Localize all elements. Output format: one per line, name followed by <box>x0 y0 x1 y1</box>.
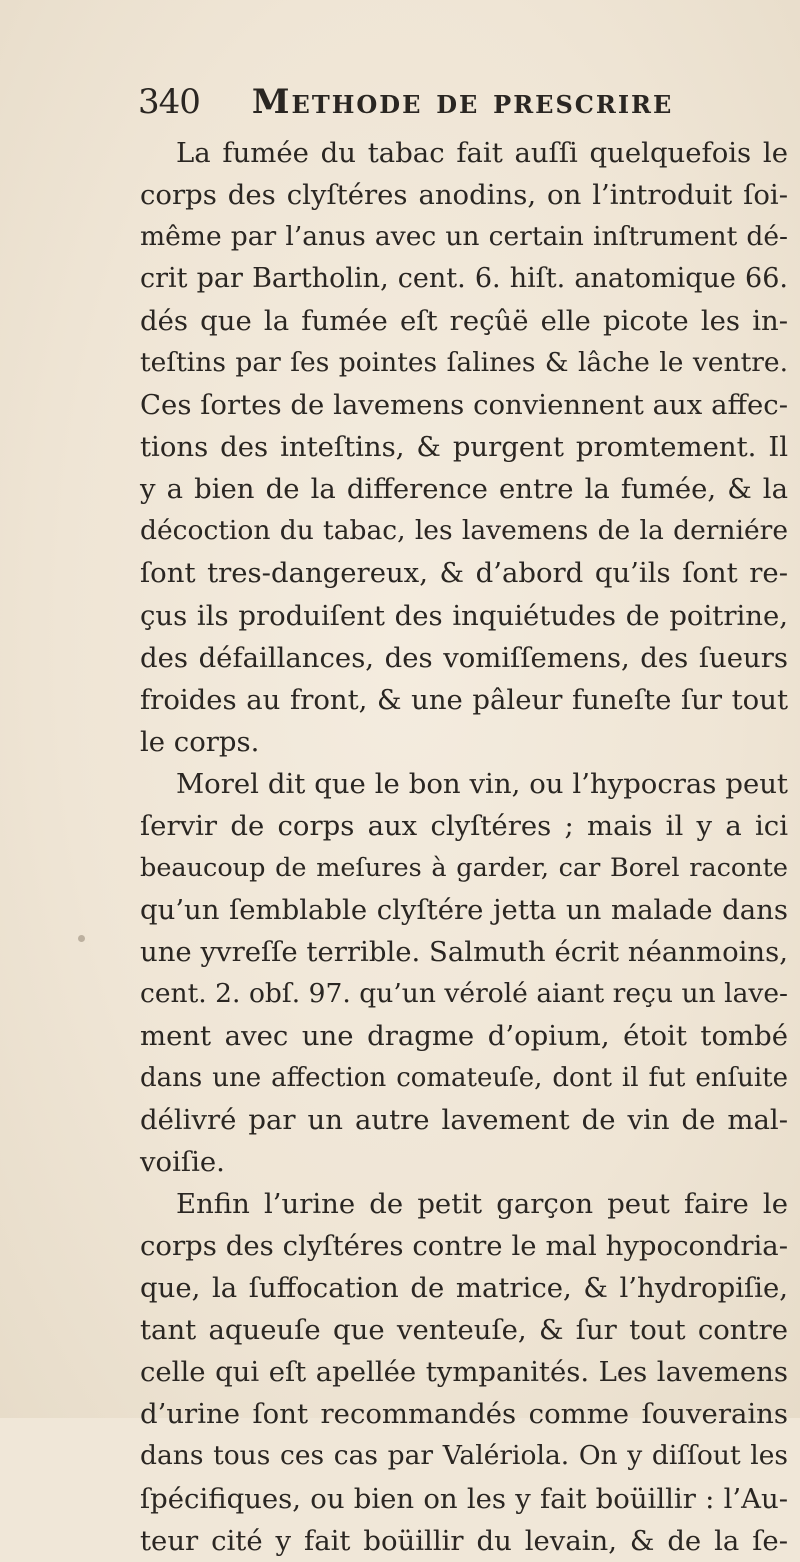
text-line: çus ils produiſent des inquiétudes de poitrine, <box>140 599 788 632</box>
text-line: tions des inteſtins, & purgent promtement. Il <box>140 431 788 464</box>
text-line: des défaillances, des vomiſſemens, des ſueurs <box>140 641 788 674</box>
text-line: dans tous ces cas par Valériola. On y diſſout les <box>140 1440 788 1472</box>
text-line: dés que la fumée eſt reçûë elle picote les in- <box>140 305 788 338</box>
text-line: ment avec une dragme d’opium, étoit tombé <box>140 1019 788 1052</box>
text-line: beaucoup de meſures à garder, car Borel raconte <box>140 852 788 883</box>
text-line: corps des clyſtéres anodins, on l’introduit ſoi- <box>140 179 788 212</box>
text-line: Enfin l’urine de petit garçon peut faire le <box>176 1188 788 1221</box>
text-line: une yvreſſe terrible. Salmuth écrit néanmoins, <box>140 935 788 968</box>
text-line: crit par Bartholin, cent. 6. hiſt. anatomique 66. <box>140 263 788 295</box>
text-line: que, la ſuffocation de matrice, & l’hydropiſie, <box>140 1272 788 1305</box>
text-line: La fumée du tabac fait auſſi quelquefois le <box>176 137 788 169</box>
text-line: ſervir de corps aux clyſtéres ; mais il y a ici <box>140 809 788 842</box>
text-line: cent. 2. obſ. 97. qu’un vérolé aiant reçu un lave- <box>140 977 788 1009</box>
text-line: y a bien de la difference entre la fumée, & la <box>140 473 788 506</box>
text-line: Morel dit que le bon vin, ou l’hypocras peut <box>176 767 788 800</box>
text-line: même par l’anus avec un certain inſtrument dé- <box>140 221 788 253</box>
text-line: tant aqueuſe que venteuſe, & ſur tout contre <box>140 1314 788 1347</box>
body-text <box>140 132 788 1562</box>
text-line: délivré par un autre lavement de vin de mal- <box>140 1104 788 1137</box>
text-line: le corps. <box>140 725 260 758</box>
text-line: corps des clyſtéres contre le mal hypocondria- <box>140 1230 788 1263</box>
text-line: teur cité y fait boüillir du levain, & de la ſe- <box>140 1524 788 1557</box>
paper-stain <box>78 935 85 942</box>
text-line: ſpécifiques, ou bien on les y fait boüillir : l’Au- <box>140 1482 788 1515</box>
text-line: celle qui eſt apellée tympanités. Les lavemens <box>140 1356 788 1389</box>
page-header <box>138 82 678 126</box>
text-line: Ces ſortes de lavemens conviennent aux affec- <box>140 389 788 422</box>
page-number: 340 <box>138 82 200 122</box>
running-title: Methode de prescrire <box>251 82 674 122</box>
text-line: dans une affection comateuſe, dont il fut enſuite <box>140 1063 788 1094</box>
text-line: voiſie. <box>140 1146 225 1179</box>
text-line: d’urine ſont recommandés comme ſouverains <box>140 1398 788 1431</box>
text-line: décoction du tabac, les lavemens de la derniére <box>140 515 788 547</box>
text-line: qu’un ſemblable clyſtére jetta un malade dans <box>140 893 788 926</box>
text-line: froides au front, & une pâleur funeſte ſur tout <box>140 683 788 716</box>
text-line: teſtins par ſes pointes ſalines & lâche le ventre. <box>140 347 788 379</box>
text-line: ſont tres-dangereux, & d’abord qu’ils ſont re- <box>140 557 788 590</box>
